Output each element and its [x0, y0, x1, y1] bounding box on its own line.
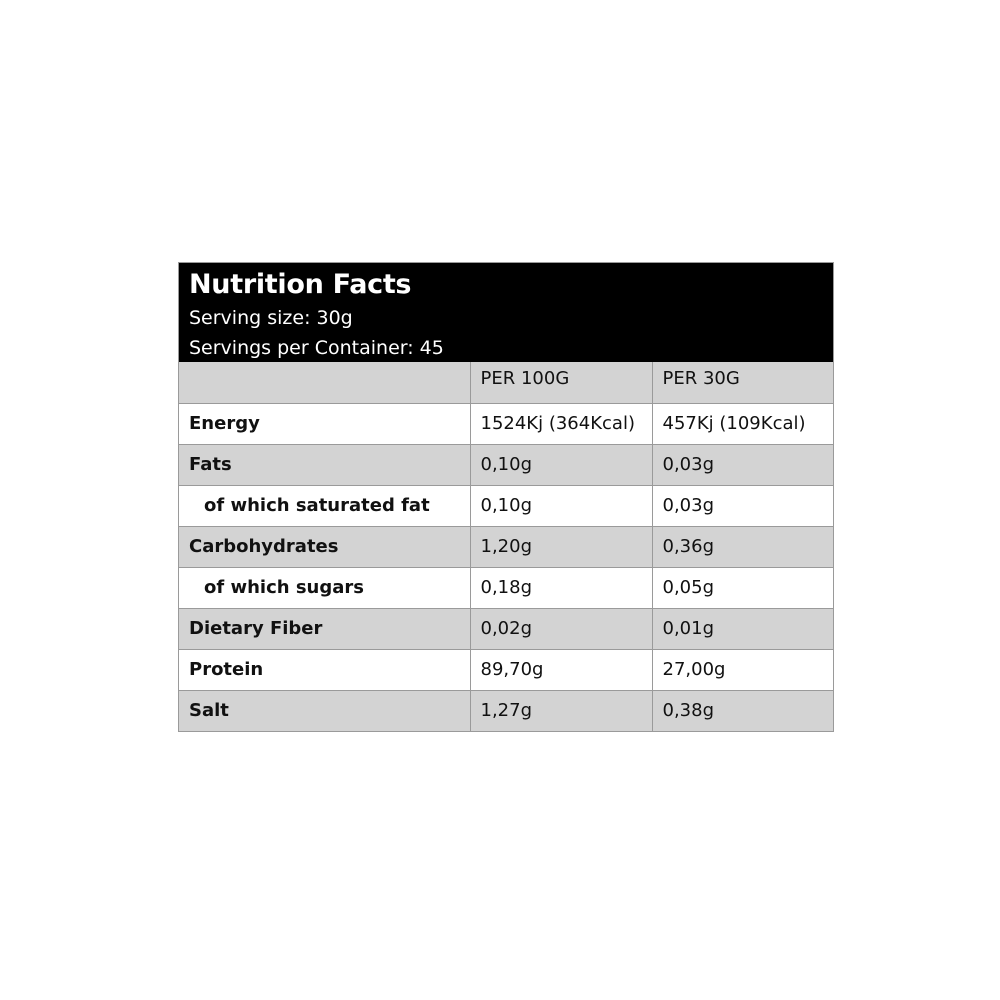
- table-row-sugars: [179, 567, 833, 608]
- per-30g-column-header: PER 30G: [652, 362, 833, 403]
- value-per-100g: 0,10g: [470, 485, 652, 526]
- value-per-100g: 1,20g: [470, 526, 652, 567]
- value-per-30g: 0,03g: [652, 485, 833, 526]
- serving-size: Serving size: 30g: [189, 307, 353, 329]
- nutrition-table: [179, 362, 833, 731]
- nutrient-name: Fats: [179, 444, 470, 485]
- nutrient-name: of which saturated fat: [179, 485, 470, 526]
- value-per-100g: 1524Kj (364Kcal): [470, 403, 652, 444]
- table-row-carbohydrates: [179, 526, 833, 567]
- nutrient-column-header: [179, 362, 470, 403]
- table-row-energy: [179, 403, 833, 444]
- table-row-fats: [179, 444, 833, 485]
- per-100g-column-header: PER 100G: [470, 362, 652, 403]
- table-row-protein: [179, 649, 833, 690]
- table-row-salt: [179, 690, 833, 731]
- value-per-100g: 89,70g: [470, 649, 652, 690]
- nutrient-name: Energy: [179, 403, 470, 444]
- table-row-dietary-fiber: [179, 608, 833, 649]
- nutrient-name: Carbohydrates: [179, 526, 470, 567]
- nutrition-header: [179, 263, 833, 362]
- value-per-100g: 0,02g: [470, 608, 652, 649]
- nutrition-title: Nutrition Facts: [189, 269, 412, 300]
- nutrient-name: of which sugars: [179, 567, 470, 608]
- value-per-30g: 0,01g: [652, 608, 833, 649]
- nutrient-name: Salt: [179, 690, 470, 731]
- value-per-30g: 0,03g: [652, 444, 833, 485]
- table-header-row: [179, 362, 833, 403]
- value-per-100g: 0,18g: [470, 567, 652, 608]
- value-per-30g: 457Kj (109Kcal): [652, 403, 833, 444]
- nutrient-name: Protein: [179, 649, 470, 690]
- value-per-30g: 27,00g: [652, 649, 833, 690]
- table-row-saturated-fat: [179, 485, 833, 526]
- servings-per-container: Servings per Container: 45: [189, 337, 444, 359]
- value-per-30g: 0,36g: [652, 526, 833, 567]
- value-per-30g: 0,38g: [652, 690, 833, 731]
- nutrition-facts-label: [178, 262, 834, 732]
- value-per-100g: 1,27g: [470, 690, 652, 731]
- nutrient-name: Dietary Fiber: [179, 608, 470, 649]
- value-per-30g: 0,05g: [652, 567, 833, 608]
- value-per-100g: 0,10g: [470, 444, 652, 485]
